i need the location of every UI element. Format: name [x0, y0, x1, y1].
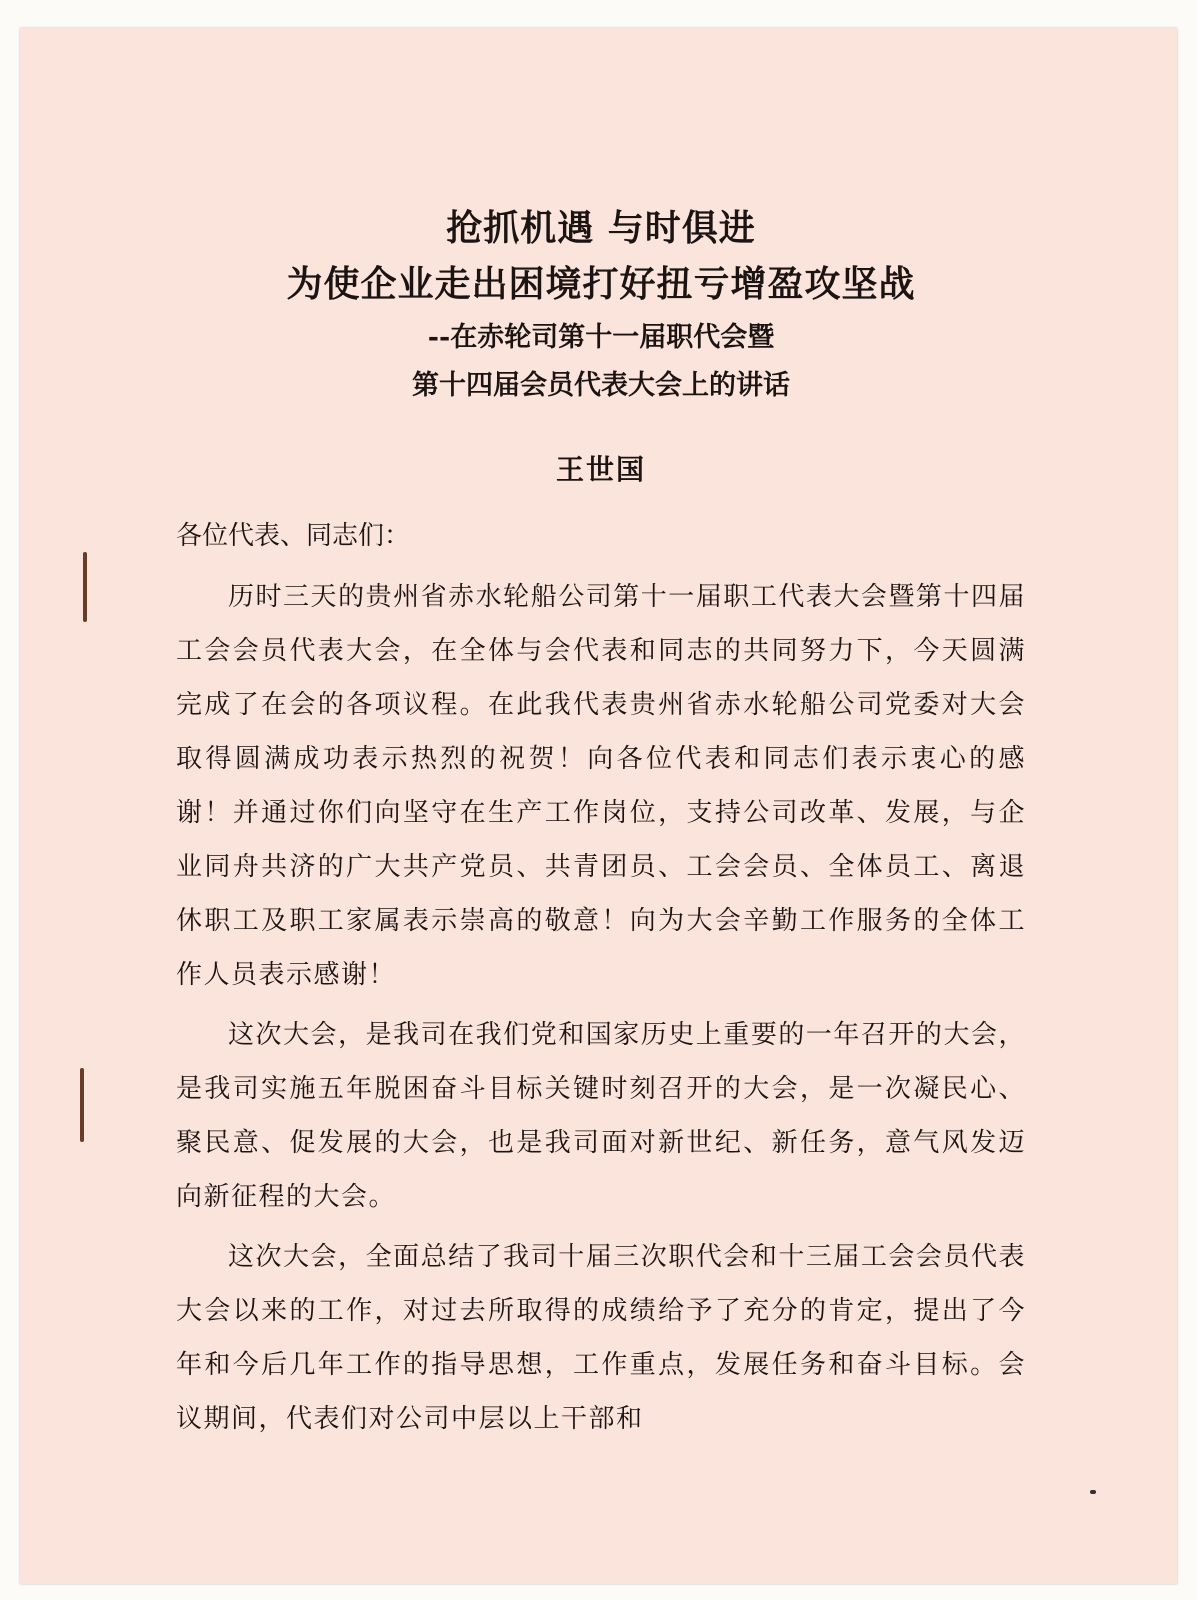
staple-mark-top — [83, 552, 87, 622]
subtitle-line-1: --在赤轮司第十一届职代会暨 — [427, 322, 775, 353]
salutation: 各位代表、同志们： — [176, 521, 411, 551]
paragraph-1: 历时三天的贵州省赤水轮船公司第十一届职工代表大会暨第十四届工会会员代表大会，在全体与会代表和同志的共同努力下，今天圆满完成了在会的各项议程。在此我代表贵州省赤水轮船公司党委对大会取得圆满成功表示热烈的祝贺！向各位代表和同志们表示衷心的感谢！并通过你们向坚守在生产工作岗位，支持公司改革、发展，与企业同舟共济的广大共产党员、共青团员、工会会员、全体员工、离退休职工及职工家属表示崇高的敬意！向为大会辛勤工作服务的全体工作人员表示感谢！ — [176, 582, 1026, 990]
subtitle-line-2: 第十四届会员代表大会上的讲话 — [412, 370, 790, 401]
ink-smudge — [1090, 1490, 1096, 1494]
author-name: 王世国 — [555, 453, 646, 486]
document-body — [176, 200, 1026, 1452]
staple-mark-bottom — [80, 1068, 84, 1142]
title-line-2: 为使企业走出困境打好扭亏增盈攻坚战 — [286, 263, 916, 305]
title-line-1: 抢抓机遇 与时俱进 — [446, 207, 756, 249]
paragraph-2: 这次大会，是我司在我们党和国家历史上重要的一年召开的大会，是我司实施五年脱困奋斗目标关键时刻召开的大会，是一次凝民心、聚民意、促发展的大会，也是我司面对新世纪、新任务，意气风发迈向新征程的大会。 — [176, 1020, 1026, 1212]
paragraph-3: 这次大会，全面总结了我司十届三次职代会和十三届工会会员代表大会以来的工作，对过去所取得的成绩给予了充分的肯定，提出了今年和今后几年工作的指导思想，工作重点，发展任务和奋斗目标。会议期间，代表们对公司中层以上干部和 — [176, 1242, 1026, 1434]
